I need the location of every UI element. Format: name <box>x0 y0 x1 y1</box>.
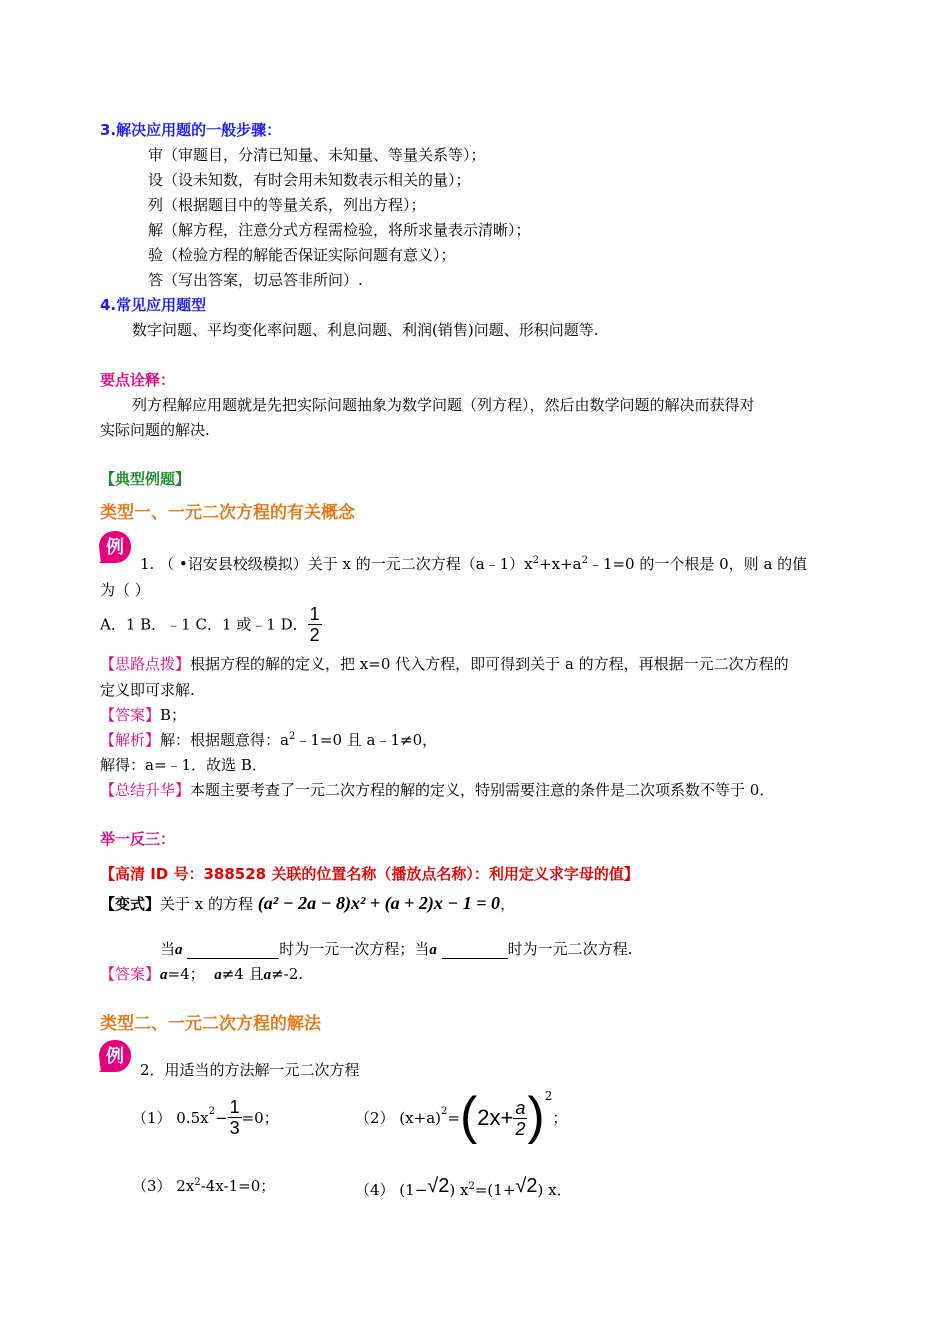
step-check: 验（检验方程的解能否保证实际问题有意义）； <box>148 246 456 264</box>
question1-options: A．1 B．﹣1 C．1 或﹣1 D． $\frac{1}{2}$ <box>100 604 320 645</box>
key-points-heading: 要点诠释： <box>100 371 176 389</box>
badge-char: 例 <box>106 537 124 558</box>
hint-line1: 【思路点拨】根据方程的解的定义，把 x=0 代入方程，即可得到关于 a 的方程，再根据一元二次方程的 <box>100 655 789 673</box>
option-d-fraction: $\frac{1}{2}$ <box>309 604 320 645</box>
problem-2: （2） (x+a) $^2$ = ( 2x+ $\frac{a}{2}$ ) $^2$ ； <box>355 1087 568 1145</box>
key-points-line2: 实际问题的解决. <box>100 421 210 439</box>
question1-line2: 为（ ） <box>100 581 150 599</box>
hint-line2: 定义即可求解. <box>100 681 195 699</box>
step-answer: 答（写出答案，切忌答非所问）. <box>148 271 363 289</box>
typical-examples-heading: 【典型例题】 <box>100 470 191 488</box>
sqrt-2-a: √2 <box>427 1175 450 1197</box>
question1-line1: 1. （ •诏安县校级模拟）关于 x 的一元二次方程$(a﹣1)x^2+x+a^2﹣1=0$ 的一个根是 0，则 a 的值 <box>140 555 808 573</box>
problem-3: （3） $2x^2-4x-1=0$； <box>132 1177 276 1195</box>
problem-1-fraction: $\frac{1}{3}$ <box>229 1097 240 1138</box>
video-id-line: 【高清 ID 号：388528 关联的位置名称（播放点名称）：利用定义求字母的值】 <box>100 865 639 883</box>
problem-4: （4） (1−√2) $x^2=(1+√2)$ x． <box>355 1175 572 1199</box>
variant-answer: 【答案】a=4； a≠4 且a≠-2. <box>100 965 304 983</box>
step-set: 设（设未知数，有时会用未知数表示相关的量）； <box>148 171 471 189</box>
example-badge-icon <box>97 529 133 565</box>
step-solve: 解（解方程，注意分式方程需检验，将所求量表示清晰）； <box>148 221 531 239</box>
example-badge-icon-2 <box>97 1038 133 1074</box>
key-points-line1: 列方程解应用题就是先把实际问题抽象为数学问题（列方程），然后由数学问题的解决而获得对 <box>132 396 755 414</box>
problem-1: （1） 0.5x $^2$ − $\frac{1}{3}$ =0； <box>132 1097 279 1138</box>
section4-text: 数字问题、平均变化率问题、利息问题、利润(销售)问题、形积问题等. <box>132 321 599 339</box>
solve1: 解得：a=﹣1．故选 B． <box>100 756 267 774</box>
sqrt-2-b: √2 <box>515 1175 538 1197</box>
badge-char-2: 例 <box>106 1046 124 1067</box>
problem-2-fraction: $\frac{a}{2}$ <box>515 1097 526 1139</box>
practice-heading: 举一反三： <box>100 830 176 848</box>
question2-intro: 2．用适当的方法解一元二次方程 <box>140 1061 360 1079</box>
step-list: 列（根据题目中的等量关系，列出方程）； <box>148 196 426 214</box>
blank-2 <box>442 944 508 959</box>
type2-heading: 类型二、一元二次方程的解法 <box>100 1014 321 1034</box>
analysis1: 【解析】解：根据题意得：$a^2﹣1=0$ 且 a﹣1≠0， <box>100 731 438 749</box>
summary1: 【总结升华】本题主要考查了一元二次方程的解的定义，特别需要注意的条件是二次项系数不等于 0． <box>100 781 775 799</box>
blank-1 <box>187 944 279 959</box>
variant-line: 【变式】关于 x 的方程 (a² − 2a − 8)x² + (a + 2)x − 1 = 0， <box>100 893 516 913</box>
section4-heading: 4.常见应用题型 <box>100 296 207 314</box>
answer1: 【答案】B； <box>100 706 187 724</box>
variant-equation: (a² − 2a − 8)x² + (a + 2)x − 1 = 0 <box>257 893 501 913</box>
section3-heading: 3.解决应用题的一般步骤： <box>100 121 282 139</box>
step-review: 审（审题目，分清已知量、未知量、等量关系等）； <box>148 146 486 164</box>
variant-blanks-line: 当a 时为一元一次方程；当a 时为一元二次方程. <box>160 940 633 958</box>
type1-heading: 类型一、一元二次方程的有关概念 <box>100 503 355 523</box>
